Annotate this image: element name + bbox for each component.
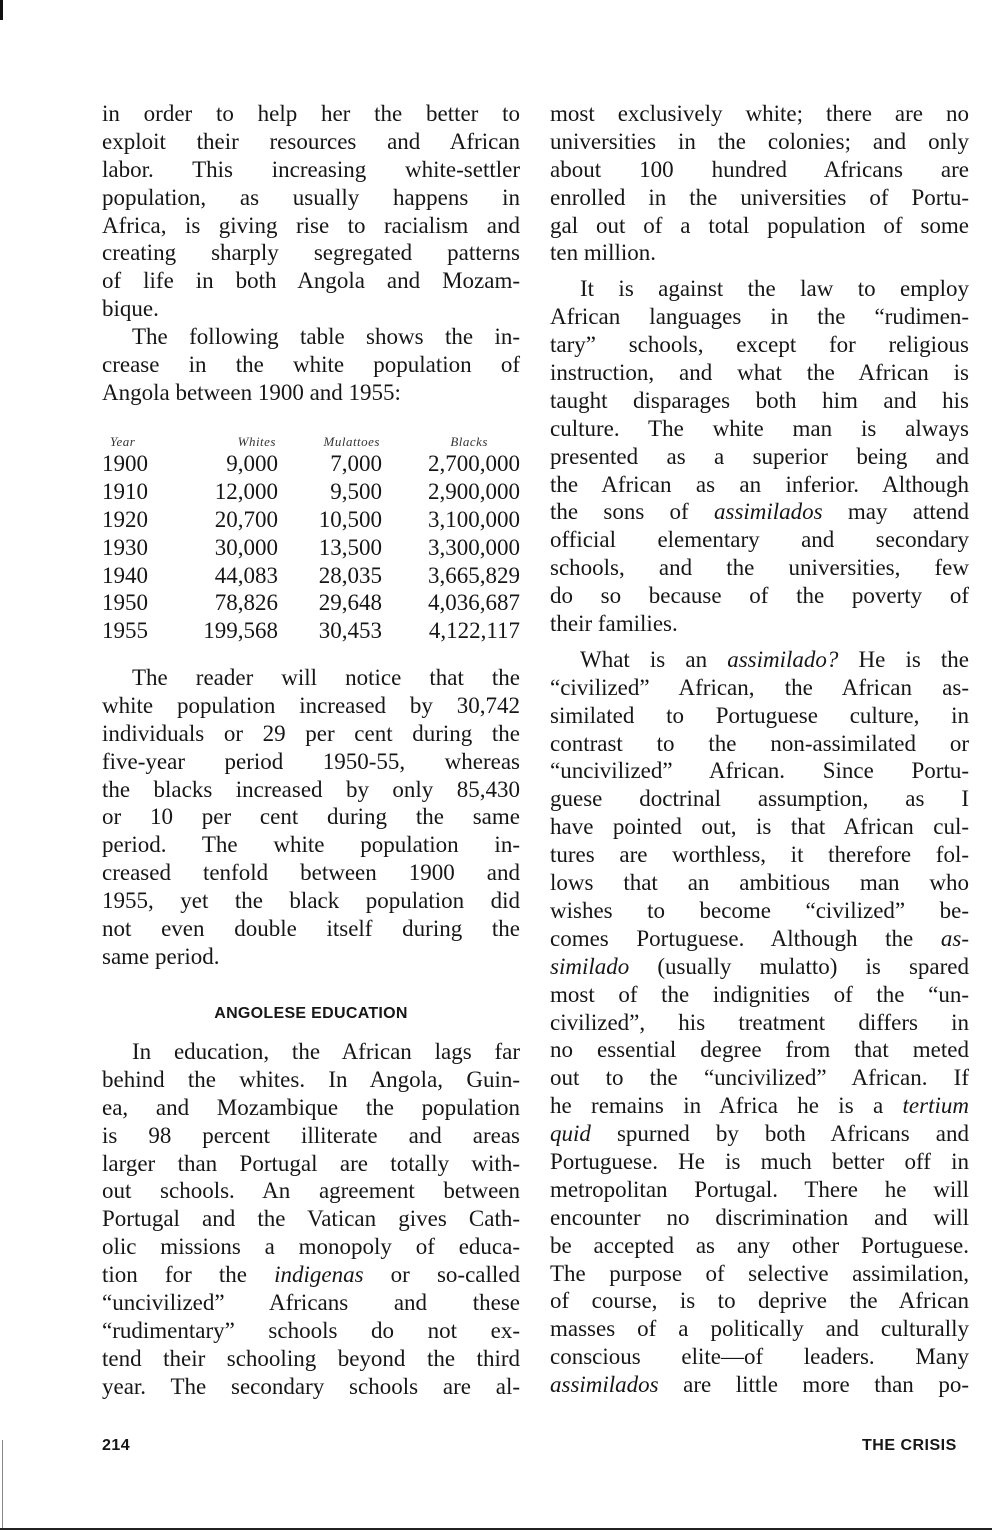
text-line: wishes to become “civilized” be- (550, 897, 969, 923)
page-number: 214 (102, 1437, 131, 1454)
text-line: “uncivilized” African. Since Portu- (550, 758, 969, 784)
table-cell: 9,500 (330, 478, 382, 504)
text-line: masses of a politically and culturally (550, 1316, 969, 1342)
text-line: larger than Portugal are totally with- (102, 1150, 520, 1176)
text-line: In education, the African lags far (132, 1039, 520, 1064)
text-line: out schools. An agreement between (102, 1178, 520, 1204)
text-line: instruction, and what the African is (550, 360, 969, 386)
text-line: exploit their resources and African (102, 128, 520, 154)
table-cell: 4,122,117 (428, 618, 520, 644)
table-row (102, 534, 520, 562)
text-line: African languages in the “rudimen- (550, 304, 969, 330)
text-line: The following table shows the in- (132, 324, 520, 350)
text-line (550, 953, 969, 981)
text-line: Angola between 1900 and 1955: (102, 379, 401, 405)
paragraph (550, 275, 969, 638)
table-cell: 1920 (102, 506, 148, 532)
table-row (102, 450, 520, 478)
text-line: creating sharply segregated patterns (102, 240, 520, 266)
table-row (102, 506, 520, 534)
table-header (102, 428, 520, 450)
text-line: guese doctrinal assumption, as I (550, 786, 969, 812)
text-run: tion for the (102, 1262, 275, 1288)
text-line: the African as an inferior. Although (550, 471, 969, 497)
text-line: of life in both Angola and Mozam- (102, 268, 520, 294)
text-line: tend their schooling beyond the third (102, 1345, 520, 1371)
text-run: What is an (580, 646, 728, 672)
table-cell: 2,900,000 (428, 478, 520, 504)
text-line: “civilized” African, the African as- (550, 674, 969, 700)
paragraph (102, 323, 520, 407)
text-line: conscious elite—of leaders. Many (550, 1344, 969, 1370)
table-cell: 199,568 (203, 618, 278, 644)
table-cell: 1955 (102, 618, 148, 644)
table-cell: 10,500 (318, 506, 382, 532)
text-line: not even double itself during the (102, 916, 520, 942)
text-line: population, as usually happens in (102, 184, 520, 210)
paragraph (102, 100, 520, 323)
text-line: individuals or 29 per cent during the (102, 720, 520, 746)
text-line: 1955, yet the black population did (102, 888, 520, 914)
table-cell: 2,700,000 (428, 451, 520, 476)
text-line: similated to Portuguese culture, in (550, 702, 969, 728)
paragraph (550, 100, 969, 267)
paragraph (102, 1038, 520, 1401)
table-cell: 78,826 (214, 590, 278, 616)
table-cell: 1940 (102, 562, 148, 588)
text-line: enrolled in the universities of Portu- (550, 184, 969, 210)
text-line (550, 646, 969, 674)
table-cell: 20,700 (214, 506, 278, 532)
text-line (550, 1120, 969, 1148)
table-cell: 12,000 (214, 478, 278, 504)
table-cell: 4,036,687 (428, 590, 520, 616)
text-line: It is against the law to employ (580, 276, 969, 302)
text-run: may attend (822, 499, 969, 525)
text-line: white population increased by 30,742 (102, 692, 520, 718)
table-row (102, 589, 520, 617)
table-cell: 44,083 (214, 562, 278, 588)
text-line: culture. The white man is always (550, 415, 969, 441)
text-line: civilized”, his treatment differs in (550, 1009, 969, 1035)
table-cell: 28,035 (318, 562, 382, 588)
italic-term: as- (940, 925, 969, 951)
text-line: out to the “uncivilized” African. If (550, 1065, 969, 1091)
text-line: labor. This increasing white-settler (102, 156, 520, 182)
text-line: The reader will notice that the (132, 665, 520, 690)
right-column (550, 100, 969, 1399)
text-line: metropolitan Portugal. There he will (550, 1176, 969, 1202)
text-run: comes Portuguese. Although the (550, 925, 941, 951)
text-line (550, 1092, 969, 1120)
text-line (550, 1371, 969, 1399)
text-line: the blacks increased by only 85,430 (102, 776, 520, 802)
text-run: (usually mulatto) is spared (629, 953, 969, 979)
paragraph (102, 664, 520, 971)
text-line (102, 1261, 520, 1289)
text-line: crease in the white population of (102, 352, 520, 378)
text-line (550, 498, 969, 526)
text-line: same period. (102, 943, 220, 969)
column-header-year: Year (110, 434, 136, 449)
text-line: tary” schools, except for religious (550, 332, 969, 358)
table-cell: 3,300,000 (428, 534, 520, 560)
text-line: most exclusively white; there are no (550, 101, 969, 126)
text-line: behind the whites. In Angola, Guin- (102, 1066, 520, 1092)
text-line: ten million. (550, 240, 657, 266)
text-line: “uncivilized” Africans and these (102, 1290, 520, 1316)
paragraph (550, 646, 969, 1399)
section-heading: ANGOLESE EDUCATION (214, 1005, 408, 1022)
table-cell: 1910 (102, 478, 148, 504)
scan-edge-mark (2, 1440, 3, 1530)
text-run: the sons of (550, 499, 714, 525)
text-line: five-year period 1950-55, whereas (102, 748, 520, 774)
text-line: Africa, is giving rise to racialism and (102, 212, 520, 238)
italic-term: indigenas (274, 1262, 364, 1288)
text-line (550, 925, 969, 953)
text-line: Portuguese. He is much better off in (550, 1148, 969, 1174)
table-cell: 1900 (102, 451, 148, 476)
text-line: Portugal and the Vatican gives Cath- (102, 1206, 520, 1232)
table-cell: 30,000 (214, 534, 278, 560)
italic-term: quid (550, 1121, 591, 1147)
text-line: no essential degree from that meted (550, 1037, 969, 1063)
text-line: contrast to the non-assimilated or (550, 730, 969, 756)
italic-term: tertium (902, 1093, 969, 1119)
table-row (102, 478, 520, 506)
table-cell: 9,000 (226, 451, 278, 476)
text-line: presented as a superior being and (550, 443, 969, 469)
column-header-whites: Whites (237, 434, 276, 449)
text-line: in order to help her the better to (102, 101, 520, 126)
italic-term: assimilados (714, 499, 823, 525)
text-line: official elementary and secondary (550, 527, 969, 553)
population-table (102, 428, 520, 645)
table-cell: 29,648 (318, 590, 382, 616)
italic-term: assimilado? (727, 646, 839, 672)
column-header-blacks: Blacks (450, 434, 488, 449)
text-line: year. The secondary schools are al- (102, 1373, 520, 1399)
scan-edge-line (0, 1528, 992, 1530)
table-cell: 3,665,829 (428, 562, 520, 588)
text-line: taught disparages both him and his (550, 387, 969, 413)
text-line: be accepted as any other Portuguese. (550, 1232, 969, 1258)
text-line: period. The white population in- (102, 832, 520, 858)
table-cell: 1950 (102, 590, 148, 616)
text-line: “rudimentary” schools do not ex- (102, 1317, 520, 1343)
table-cell: 13,500 (318, 534, 382, 560)
left-column-top (102, 100, 520, 407)
text-line: schools, and the universities, few (550, 555, 969, 581)
text-line: their families. (550, 611, 678, 637)
table-row (102, 562, 520, 590)
text-line: about 100 hundred Africans are (550, 156, 969, 182)
table-cell: 3,100,000 (428, 506, 520, 532)
text-line: or 10 per cent during the same (102, 804, 520, 830)
text-line: bique. (102, 296, 159, 322)
text-line: do so because of the poverty of (550, 583, 969, 609)
text-run: spurned by both Africans and (590, 1121, 969, 1147)
text-run: or so-called (363, 1262, 520, 1288)
text-line: gal out of a total population of some (550, 212, 969, 238)
table-row (102, 617, 520, 645)
text-line: ea, and Mozambique the population (102, 1094, 520, 1120)
italic-term: similado (550, 953, 630, 979)
text-run: he remains in Africa he is a (550, 1093, 903, 1119)
text-run: He is the (838, 646, 969, 672)
text-line: creased tenfold between 1900 and (102, 860, 520, 886)
text-line: of course, is to deprive the African (550, 1288, 969, 1314)
text-line: olic missions a monopoly of educa- (102, 1234, 520, 1260)
table-cell: 30,453 (318, 618, 382, 644)
text-line: encounter no discrimination and will (550, 1204, 969, 1230)
italic-term: assimilados (550, 1372, 659, 1398)
publication-title: THE CRISIS (862, 1437, 957, 1454)
text-run: are little more than po- (658, 1372, 969, 1398)
text-line: lows that an ambitious man who (550, 870, 969, 896)
text-line: is 98 percent illiterate and areas (102, 1122, 520, 1148)
column-header-mulattoes: Mulattoes (323, 434, 380, 449)
text-line: most of the indignities of the “un- (550, 981, 969, 1007)
text-line: tures are worthless, it therefore fol- (550, 842, 969, 868)
table-cell: 7,000 (330, 451, 382, 476)
text-line: The purpose of selective assimilation, (550, 1260, 969, 1286)
text-line: universities in the colonies; and only (550, 128, 969, 154)
table-cell: 1930 (102, 534, 148, 560)
scan-edge-mark (0, 0, 3, 20)
text-line: have pointed out, is that African cul- (550, 814, 969, 840)
